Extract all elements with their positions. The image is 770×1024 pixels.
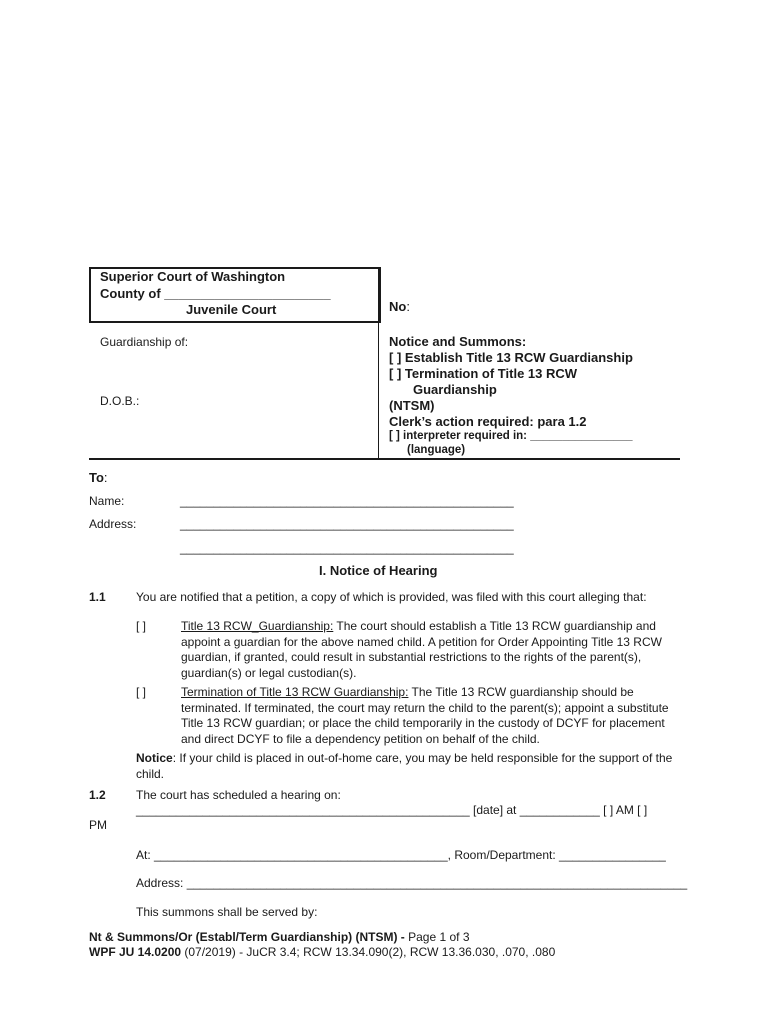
served-by-text: This summons shall be served by: bbox=[136, 905, 318, 919]
clerk-action: Clerk’s action required: para 1.2 bbox=[389, 414, 587, 429]
name-label: Name: bbox=[89, 494, 125, 508]
option-b-checkbox: [ ] bbox=[136, 685, 147, 699]
guardianship-of-label: Guardianship of: bbox=[100, 335, 189, 349]
option-terminate: [ ] Termination of Title 13 RCW bbox=[389, 366, 578, 381]
name-blank: __________________________________________________ bbox=[180, 494, 514, 508]
hearing-date-line: __________________________________________________ [date] at ____________ [ ] AM [ ] bbox=[136, 803, 648, 817]
to-label: To: bbox=[89, 470, 108, 485]
court-name: Superior Court of Washington bbox=[100, 269, 286, 284]
interpreter-line: [ ] interpreter required in: ________________ bbox=[389, 430, 633, 442]
footer-line-2: WPF JU 14.0200 (07/2019) - JuCR 3.4; RCW 13.34.090(2), RCW 13.36.030, .070, .080 bbox=[89, 945, 556, 959]
case-number-label: No: bbox=[389, 299, 410, 314]
option-b-paragraph: Termination of Title 13 RCW Guardianship: The Title 13 RCW guardianship should be terminated. If terminated, the court may return the child to the parent(s); appoint a substitute Title 13 RCW guardian; or place the child temporarily in the custody of DCYF for placement and direct DCYF to file a dependency petition on behalf of the child. bbox=[181, 685, 669, 746]
caption-divider-vertical bbox=[378, 267, 379, 459]
notice-paragraph: Notice: If your child is placed in out-of-home care, you may be held responsible for the support of the child. bbox=[136, 751, 673, 781]
option-a-paragraph: Title 13 RCW_Guardianship: The court should establish a Title 13 RCW guardianship and appoint a guardian for the above named child. A petition for Order Appointing Title 13 RCW guardian, if granted, could result in substantial restrictions to the rights of the parent(s), guardian(s) or legal custodian(s). bbox=[181, 619, 662, 680]
address-blank-2: __________________________________________________ bbox=[180, 541, 514, 555]
section-heading: I. Notice of Hearing bbox=[319, 563, 438, 578]
hearing-location-line: At: ____________________________________________, Room/Department: ________________ bbox=[136, 848, 666, 862]
county-line: County of _______________________ bbox=[100, 286, 331, 301]
option-terminate-cont: Guardianship bbox=[413, 382, 497, 397]
form-abbrev: (NTSM) bbox=[389, 398, 435, 413]
footer-line-1: Nt & Summons/Or (Establ/Term Guardianship) (NTSM) - Page 1 of 3 bbox=[89, 930, 470, 944]
dob-label: D.O.B.: bbox=[100, 394, 140, 408]
para-1-2-number: 1.2 bbox=[89, 788, 106, 802]
para-1-1-text: You are notified that a petition, a copy of which is provided, was filed with this court alleging that: bbox=[136, 590, 647, 604]
para-1-1-number: 1.1 bbox=[89, 590, 106, 604]
juvenile-court: Juvenile Court bbox=[186, 302, 277, 317]
option-establish: [ ] Establish Title 13 RCW Guardianship bbox=[389, 350, 633, 365]
address-label: Address: bbox=[89, 517, 137, 531]
language-label: (language) bbox=[407, 444, 466, 456]
caption-divider-horizontal bbox=[89, 458, 680, 460]
para-1-2-text: The court has scheduled a hearing on: bbox=[136, 788, 341, 802]
option-a-checkbox: [ ] bbox=[136, 619, 147, 633]
address-blank-1: __________________________________________________ bbox=[180, 517, 514, 531]
hearing-address-line: Address: ___________________________________________________________________________ bbox=[136, 876, 688, 890]
pm-label: PM bbox=[89, 818, 107, 832]
document-title: Notice and Summons: bbox=[389, 334, 527, 349]
